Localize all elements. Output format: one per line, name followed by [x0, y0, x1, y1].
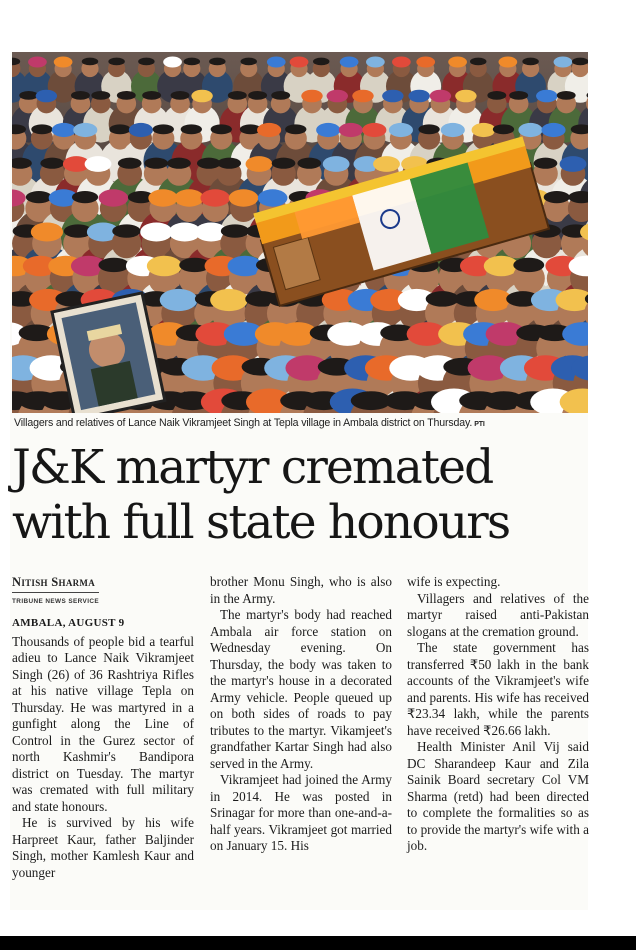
crowd-turban [518, 123, 542, 137]
article-paragraph: The state government has transferred ₹50 lakh in the bank accounts of the Vikramjeet's wife and parents. His wife has received ₹23.34 lakh, while the parents have received ₹26.66 lakh. [407, 640, 589, 738]
crowd-turban [430, 90, 451, 103]
crowd-hair [112, 224, 141, 237]
crowd-hair [572, 58, 588, 66]
crowd-turban [301, 90, 322, 103]
crowd-hair [144, 158, 168, 169]
crowd-turban [191, 90, 212, 103]
caption-text: Villagers and relatives of Lance Naik Vikramjeet Singh at Tepla village in Ambala district on Thursday. [14, 417, 473, 429]
crowd-turban [99, 189, 129, 206]
crowd-hair [285, 124, 306, 134]
crowd-turban [258, 189, 288, 206]
crowd-turban [229, 189, 259, 206]
crowd-hair [426, 291, 459, 307]
crowd-hair [228, 91, 247, 100]
article-column-3 [407, 574, 589, 855]
crowd-hair [470, 58, 487, 66]
crowd-hair [240, 58, 256, 66]
crowd-turban [85, 156, 112, 172]
crowd-hair [418, 124, 439, 134]
crowd-turban [31, 223, 63, 242]
crowd-hair [197, 158, 221, 169]
crowd-hair [184, 58, 201, 66]
crowd-hair [487, 91, 506, 100]
crowd-hair [509, 91, 528, 100]
crowd-hair [248, 91, 267, 100]
crowd-turban [52, 123, 76, 137]
crowd-hair [522, 58, 539, 66]
crowd-turban [54, 57, 73, 68]
crowd-turban [339, 123, 363, 137]
crowd-turban [140, 223, 172, 242]
crowd-hair [297, 158, 321, 169]
crowd-hair [19, 91, 38, 100]
crowd-hair [40, 158, 64, 169]
crowd-turban [163, 57, 182, 68]
dateline: AMBALA, AUGUST 9 [12, 617, 125, 629]
byline-service: TRIBUNE NEWS SERVICE [12, 592, 99, 611]
crowd-hair [72, 191, 98, 203]
crowd-hair [82, 58, 99, 66]
article-column-2 [210, 574, 392, 855]
article-paragraph: The martyr's body had reached Ambala air force station on Wednesday evening. On Thursday, the body was taken to the martyr's house in a decorated Army vehicle. People queued up on both sides of roads to pay tributes to the martyr. Vikamjeet's grandfather Kartar Singh had also served in the Army. [210, 607, 392, 771]
article-paragraph: Villagers and relatives of the martyr raised anti-Pakistan slogans at the cremation ground. [407, 590, 589, 639]
crowd-hair [313, 58, 330, 66]
crowd-turban [148, 189, 178, 206]
crowd-turban [373, 156, 400, 172]
crowd-turban [541, 123, 565, 137]
crowd-turban [382, 90, 403, 103]
crowd-turban [554, 57, 573, 68]
crowd-turban [290, 57, 309, 68]
byline-author: Nitish Sharma [12, 575, 96, 589]
crowd-hair [167, 158, 191, 169]
article-paragraph: Health Minister Anil Vij said DC Sharandeep Kaur and Zila Sainik Board secretary Col VM Sharma (retd) had been directed to complete the formalities so as to provide the martyr's wife with a job. [407, 739, 589, 853]
crowd-turban [323, 156, 350, 172]
article-paragraph: brother Monu Singh, who is also in the Army. [210, 574, 392, 606]
news-photo [12, 52, 588, 413]
headline-line-2: with full state honours [12, 495, 510, 550]
crowd-hair [271, 91, 290, 100]
crowd-turban [174, 189, 204, 206]
crowd-turban [246, 156, 273, 172]
crowd-turban [499, 57, 518, 68]
headline-line-1: J&K martyr cremated [12, 440, 493, 495]
crowd-turban [441, 123, 465, 137]
crowd-hair [211, 124, 232, 134]
crowd-turban [416, 57, 435, 68]
crowd-turban [362, 123, 386, 137]
crowd-hair [493, 124, 514, 134]
headline [12, 440, 588, 550]
crowd-turban [392, 57, 411, 68]
crowd-turban [560, 156, 587, 172]
crowd-hair [221, 224, 250, 237]
photo-credit: PTI [474, 421, 485, 428]
crowd-hair [118, 158, 142, 169]
crowd-turban [389, 123, 413, 137]
crowd-turban [536, 90, 557, 103]
crowd-hair [181, 124, 202, 134]
crowd-hair [513, 258, 544, 272]
crowd-hair [138, 58, 155, 66]
article-paragraph: He is survived by his wife Harpreet Kaur, father Baljinder Singh, mother Kamlesh Kaur and younger [12, 815, 194, 880]
crowd-hair [171, 91, 190, 100]
crowd-turban [210, 289, 248, 311]
crowd-turban [366, 57, 385, 68]
crowd-turban [257, 123, 281, 137]
crowd-hair [272, 158, 296, 169]
crowd-hair [71, 91, 90, 100]
bottom-bar [0, 936, 636, 950]
crowd-turban [316, 123, 340, 137]
crowd-hair [117, 91, 136, 100]
crowd-turban [408, 90, 429, 103]
crowd-turban [455, 90, 476, 103]
crowd-turban [160, 289, 198, 311]
crowd-hair [153, 124, 174, 134]
crowd-turban [472, 123, 496, 137]
crowd-turban [340, 57, 359, 68]
crowd-hair [142, 91, 161, 100]
crowd-turban [267, 57, 286, 68]
article-paragraph: Thousands of people bid a tearful adieu to Lance Naik Vikramjeet Singh (26) of 36 Rashtriya Rifles at his native village Tepla on Thursday. He was martyred in a gunfight along the Line of Control in the Gurez sector of north Kashmir's Bandipora district on Tuesday. The martyr was cremated with full military and state honours. [12, 633, 194, 814]
crowd-hair [26, 191, 52, 203]
crowd-hair [534, 158, 558, 169]
crowd-hair [544, 191, 570, 203]
crowd-hair [108, 58, 125, 66]
crowd-turban [327, 90, 348, 103]
article-column-1 [12, 574, 194, 881]
crowd-turban [352, 90, 373, 103]
crowd-hair [98, 258, 129, 272]
article-paragraph: wife is expecting. [407, 574, 501, 589]
crowd-turban [200, 189, 230, 206]
crowd-turban [147, 256, 182, 277]
crowd-turban [474, 289, 512, 311]
crowd-hair [91, 91, 110, 100]
crowd-hair [209, 58, 226, 66]
crowd-turban [129, 123, 153, 137]
crowd-hair [109, 124, 130, 134]
article-paragraph: Vikramjeet had joined the Army in 2014. He was posted in Srinagar for more than one-and-a-half years. Vikramjeet got married on January 15. His [210, 772, 392, 853]
crowd-hair [217, 158, 241, 169]
crowd-turban [448, 57, 467, 68]
photo-caption [14, 417, 586, 429]
crowd-hair [31, 124, 52, 134]
crowd-hair [557, 91, 576, 100]
crowd-turban [36, 90, 57, 103]
crowd-turban [28, 57, 47, 68]
crowd-turban [73, 123, 97, 137]
crowd-photo-illustration [12, 52, 588, 413]
